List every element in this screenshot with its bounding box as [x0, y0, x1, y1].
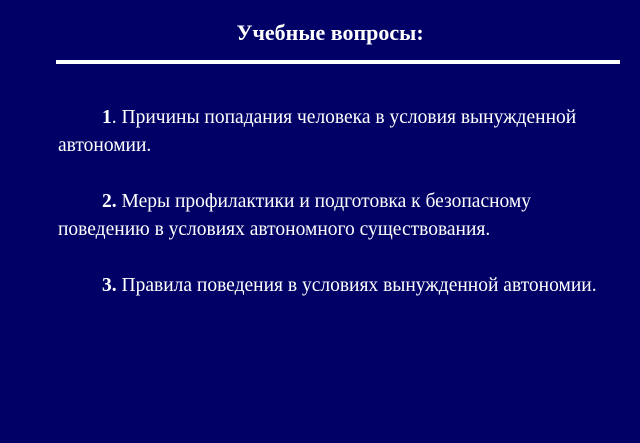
question-item-1 — [58, 104, 618, 160]
question-number: 1 — [102, 107, 112, 128]
question-list — [58, 104, 618, 328]
question-item-3 — [58, 272, 618, 300]
slide-title: Учебные вопросы: — [236, 20, 424, 45]
question-number: 2. — [102, 191, 117, 212]
question-text: Причины попадания человека в условия вынужденной автономии. — [58, 107, 577, 156]
question-number: 3. — [102, 275, 117, 296]
question-separator: . — [111, 107, 117, 128]
title-divider — [56, 60, 620, 64]
question-text: Меры профилактики и подготовка к безопасному поведению в условиях автономного существования. — [58, 191, 531, 240]
question-text: Правила поведения в условиях вынужденной автономии. — [116, 275, 597, 296]
question-item-2 — [58, 188, 618, 244]
